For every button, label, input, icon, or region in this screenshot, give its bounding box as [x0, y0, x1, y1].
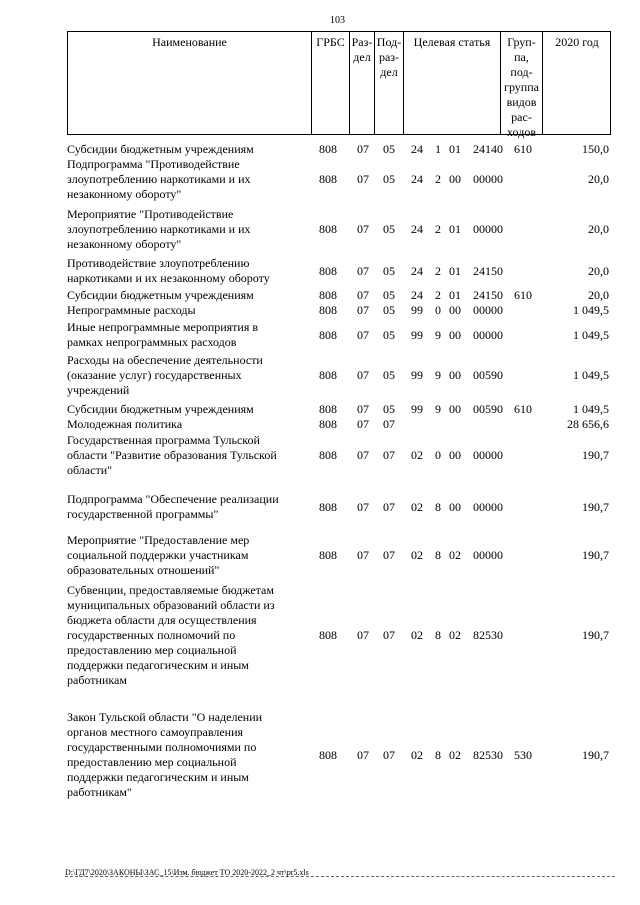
- cell-rz: 07: [357, 222, 369, 236]
- cell-rz: 07: [357, 628, 369, 642]
- row-name-line: Субсидии бюджетным учреждениям: [67, 142, 254, 156]
- header-podrazdel-line: Под-: [376, 35, 402, 49]
- cell-d: 00000: [473, 328, 503, 342]
- cell-grbs: 808: [319, 288, 337, 302]
- cell-pr: 05: [383, 288, 395, 302]
- cell-sum: 20,0: [588, 172, 609, 186]
- cell-grbs: 808: [319, 222, 337, 236]
- cell-pr: 07: [383, 448, 395, 462]
- cell-c: 02: [449, 628, 461, 642]
- cell-pr: 05: [383, 328, 395, 342]
- cell-pr: 07: [383, 628, 395, 642]
- cell-c: 01: [449, 288, 461, 302]
- cell-rz: 07: [357, 288, 369, 302]
- row-name-line: поддержки педагогическим и иным: [67, 770, 249, 784]
- cell-d: 00000: [473, 303, 503, 317]
- cell-grbs: 808: [319, 303, 337, 317]
- cell-grbs: 808: [319, 368, 337, 382]
- cell-rz: 07: [357, 328, 369, 342]
- row-name: [67, 417, 307, 432]
- cell-grbs: 808: [319, 172, 337, 186]
- row-name-line: злоупотреблению наркотиками и их: [67, 222, 251, 236]
- row-name-line: незаконному обороту": [67, 237, 182, 251]
- table-row: [67, 417, 615, 432]
- row-name: [67, 256, 307, 286]
- cell-rz: 07: [357, 142, 369, 156]
- table-row: [67, 710, 615, 800]
- row-name-line: муниципальных образований области из: [67, 598, 275, 612]
- cell-c: 00: [449, 368, 461, 382]
- cell-c: 01: [449, 222, 461, 236]
- cell-sum: 190,7: [582, 448, 609, 462]
- cell-a: 99: [411, 328, 423, 342]
- row-name-line: Противодействие злоупотреблению: [67, 256, 250, 270]
- cell-grbs: 808: [319, 402, 337, 416]
- row-name-line: Расходы на обеспечение деятельности: [67, 353, 263, 367]
- row-name-line: поддержки педагогическим и иным: [67, 658, 249, 672]
- cell-d: 00000: [473, 448, 503, 462]
- table-row: [67, 353, 615, 398]
- row-name-line: предоставлению мер социальной: [67, 643, 237, 657]
- table-row: [67, 533, 615, 578]
- cell-sum: 28 656,6: [567, 417, 609, 431]
- header-group-line: видов: [506, 95, 537, 109]
- cell-pr: 07: [383, 748, 395, 762]
- cell-d: 00000: [473, 500, 503, 514]
- cell-a: 02: [411, 628, 423, 642]
- row-name: [67, 583, 307, 688]
- row-name: [67, 142, 307, 157]
- cell-pr: 05: [383, 222, 395, 236]
- cell-c: 00: [449, 402, 461, 416]
- cell-grbs: 808: [319, 328, 337, 342]
- cell-grbs: 808: [319, 417, 337, 431]
- row-name-line: Иные непрограммные мероприятия в: [67, 320, 259, 334]
- cell-rz: 07: [357, 417, 369, 431]
- row-name: [67, 303, 307, 318]
- file-path: D:\ГД7\2020\ЗАКОНЫ\ЗАС_15\Изм. бюджет ТО 2020-2022_2 чт\pr5.xls: [65, 868, 309, 877]
- cell-a: 24: [411, 288, 423, 302]
- cell-a: 99: [411, 368, 423, 382]
- table-header: [67, 31, 611, 139]
- cell-a: 02: [411, 548, 423, 562]
- cell-b: 9: [435, 368, 441, 382]
- row-name: [67, 433, 307, 478]
- cell-b: 2: [435, 264, 441, 278]
- cell-grbs: 808: [319, 448, 337, 462]
- header-razdel-line: Раз-: [351, 35, 373, 49]
- table-row: [67, 142, 615, 157]
- cell-pr: 07: [383, 500, 395, 514]
- header-group-line: па,: [514, 50, 529, 64]
- row-name-line: работникам: [67, 673, 127, 687]
- row-name-line: социальной поддержки участникам: [67, 548, 249, 562]
- cell-sum: 190,7: [582, 548, 609, 562]
- cell-sum: 190,7: [582, 628, 609, 642]
- cell-d: 24150: [473, 288, 503, 302]
- cell-d: 00000: [473, 222, 503, 236]
- cell-c: 01: [449, 142, 461, 156]
- cell-grbs: 808: [319, 748, 337, 762]
- row-name-line: области "Развитие образования Тульской: [67, 448, 277, 462]
- cell-b: 8: [435, 748, 441, 762]
- cell-d: 82530: [473, 628, 503, 642]
- row-name-line: (оказание услуг) государственных: [67, 368, 242, 382]
- cell-b: 8: [435, 500, 441, 514]
- cell-pr: 07: [383, 417, 395, 431]
- row-name: [67, 320, 307, 350]
- table-row: [67, 583, 615, 688]
- cell-a: 99: [411, 303, 423, 317]
- cell-c: 00: [449, 328, 461, 342]
- cell-d: 82530: [473, 748, 503, 762]
- header-group-line: ходов: [507, 125, 536, 139]
- table-row: [67, 207, 615, 252]
- cell-sum: 1 049,5: [573, 368, 609, 382]
- cell-sum: 150,0: [582, 142, 609, 156]
- table-row: [67, 256, 615, 286]
- cell-d: 24150: [473, 264, 503, 278]
- header-podrazdel: [375, 35, 403, 80]
- cell-a: 02: [411, 500, 423, 514]
- table-row: [67, 402, 615, 417]
- table-row: [67, 433, 615, 478]
- cell-a: 02: [411, 748, 423, 762]
- cell-sum: 20,0: [588, 264, 609, 278]
- header-group-line: под-: [510, 65, 533, 79]
- row-name: [67, 157, 307, 202]
- cell-pr: 05: [383, 172, 395, 186]
- cell-rz: 07: [357, 448, 369, 462]
- table-row: [67, 157, 615, 202]
- row-name: [67, 492, 307, 522]
- cell-d: 00000: [473, 548, 503, 562]
- cell-sum: 20,0: [588, 222, 609, 236]
- row-name-line: области": [67, 463, 113, 477]
- cell-sum: 1 049,5: [573, 303, 609, 317]
- header-name: Наименование: [152, 35, 227, 49]
- cell-sum: 1 049,5: [573, 402, 609, 416]
- cell-pr: 05: [383, 142, 395, 156]
- row-name: [67, 207, 307, 252]
- row-name-line: работникам": [67, 785, 132, 799]
- cell-b: 0: [435, 303, 441, 317]
- row-name-line: Закон Тульской области "О наделении: [67, 710, 263, 724]
- row-name-line: Подпрограмма "Противодействие: [67, 157, 240, 171]
- row-name-line: злоупотреблению наркотиками и их: [67, 172, 251, 186]
- row-name-line: государственных полномочий по: [67, 628, 236, 642]
- row-name: [67, 288, 307, 303]
- cell-sum: 190,7: [582, 500, 609, 514]
- row-name-line: рамках непрограммных расходов: [67, 335, 237, 349]
- cell-sum: 190,7: [582, 748, 609, 762]
- row-name-line: государственной программы": [67, 507, 219, 521]
- cell-c: 02: [449, 748, 461, 762]
- cell-rz: 07: [357, 264, 369, 278]
- cell-b: 1: [435, 142, 441, 156]
- cell-rz: 07: [357, 172, 369, 186]
- cell-c: 00: [449, 448, 461, 462]
- row-name-line: образовательных отношений": [67, 563, 220, 577]
- cell-vr: 610: [514, 402, 532, 416]
- cell-d: 24140: [473, 142, 503, 156]
- cell-b: 0: [435, 448, 441, 462]
- cell-b: 9: [435, 402, 441, 416]
- table-row: [67, 303, 615, 318]
- row-name-line: Молодежная политика: [67, 417, 183, 431]
- cell-b: 8: [435, 548, 441, 562]
- page-number: 103: [330, 15, 345, 26]
- row-name: [67, 353, 307, 398]
- cell-b: 8: [435, 628, 441, 642]
- cell-d: 00590: [473, 402, 503, 416]
- cell-grbs: 808: [319, 500, 337, 514]
- cell-grbs: 808: [319, 628, 337, 642]
- row-name-line: Непрограммные расходы: [67, 303, 196, 317]
- row-name-line: органов местного самоуправления: [67, 725, 244, 739]
- cell-grbs: 808: [319, 548, 337, 562]
- cell-c: 00: [449, 500, 461, 514]
- cell-a: 24: [411, 172, 423, 186]
- cell-a: 99: [411, 402, 423, 416]
- cell-c: 02: [449, 548, 461, 562]
- cell-pr: 05: [383, 368, 395, 382]
- cell-rz: 07: [357, 368, 369, 382]
- header-podrazdel-line: раз-: [378, 50, 400, 64]
- row-name-line: наркотиками и их незаконному обороту: [67, 271, 270, 285]
- row-name-line: предоставлению мер социальной: [67, 755, 237, 769]
- header-podrazdel-line: дел: [380, 65, 398, 79]
- cell-c: 01: [449, 264, 461, 278]
- cell-b: 2: [435, 288, 441, 302]
- table-row: [67, 320, 615, 350]
- row-name-line: Государственная программа Тульской: [67, 433, 260, 447]
- row-name: [67, 533, 307, 578]
- cell-a: 24: [411, 222, 423, 236]
- cell-rz: 07: [357, 548, 369, 562]
- header-year: 2020 год: [555, 35, 599, 49]
- row-name-line: Мероприятие "Предоставление мер: [67, 533, 250, 547]
- row-name-line: государственными полномочиями по: [67, 740, 257, 754]
- cell-grbs: 808: [319, 264, 337, 278]
- cell-c: 00: [449, 172, 461, 186]
- table-row: [67, 492, 615, 522]
- cell-a: 24: [411, 142, 423, 156]
- cell-b: 2: [435, 172, 441, 186]
- header-razdel: [350, 35, 374, 65]
- header-group-line: рас-: [511, 110, 532, 124]
- row-name-line: бюджета области для осуществления: [67, 613, 257, 627]
- cell-c: 00: [449, 303, 461, 317]
- cell-b: 9: [435, 328, 441, 342]
- cell-pr: 07: [383, 548, 395, 562]
- cell-vr: 530: [514, 748, 532, 762]
- cell-b: 2: [435, 222, 441, 236]
- row-name: [67, 710, 307, 800]
- row-name-line: Субсидии бюджетным учреждениям: [67, 402, 254, 416]
- cell-pr: 05: [383, 264, 395, 278]
- cell-pr: 05: [383, 303, 395, 317]
- cell-a: 02: [411, 448, 423, 462]
- cell-sum: 20,0: [588, 288, 609, 302]
- row-name-line: незаконному обороту": [67, 187, 182, 201]
- header-group: [501, 35, 542, 140]
- cell-d: 00000: [473, 172, 503, 186]
- table-row: [67, 288, 615, 303]
- row-name-line: Подпрограмма "Обеспечение реализации: [67, 492, 279, 506]
- cell-vr: 610: [514, 142, 532, 156]
- cell-rz: 07: [357, 303, 369, 317]
- header-razdel-line: дел: [353, 50, 371, 64]
- cell-rz: 07: [357, 748, 369, 762]
- header-group-line: группа: [504, 80, 539, 94]
- header-group-line: Груп-: [507, 35, 536, 49]
- cell-vr: 610: [514, 288, 532, 302]
- cell-rz: 07: [357, 500, 369, 514]
- cell-d: 00590: [473, 368, 503, 382]
- row-name-line: Субсидии бюджетным учреждениям: [67, 288, 254, 302]
- cell-rz: 07: [357, 402, 369, 416]
- row-name-line: учреждений: [67, 383, 130, 397]
- cell-a: 24: [411, 264, 423, 278]
- row-name: [67, 402, 307, 417]
- cell-pr: 05: [383, 402, 395, 416]
- header-target: Целевая статья: [413, 35, 491, 49]
- cell-grbs: 808: [319, 142, 337, 156]
- row-name-line: Мероприятие "Противодействие: [67, 207, 234, 221]
- row-name-line: Субвенции, предоставляемые бюджетам: [67, 583, 274, 597]
- header-grbs: ГРБС: [316, 35, 345, 49]
- cell-sum: 1 049,5: [573, 328, 609, 342]
